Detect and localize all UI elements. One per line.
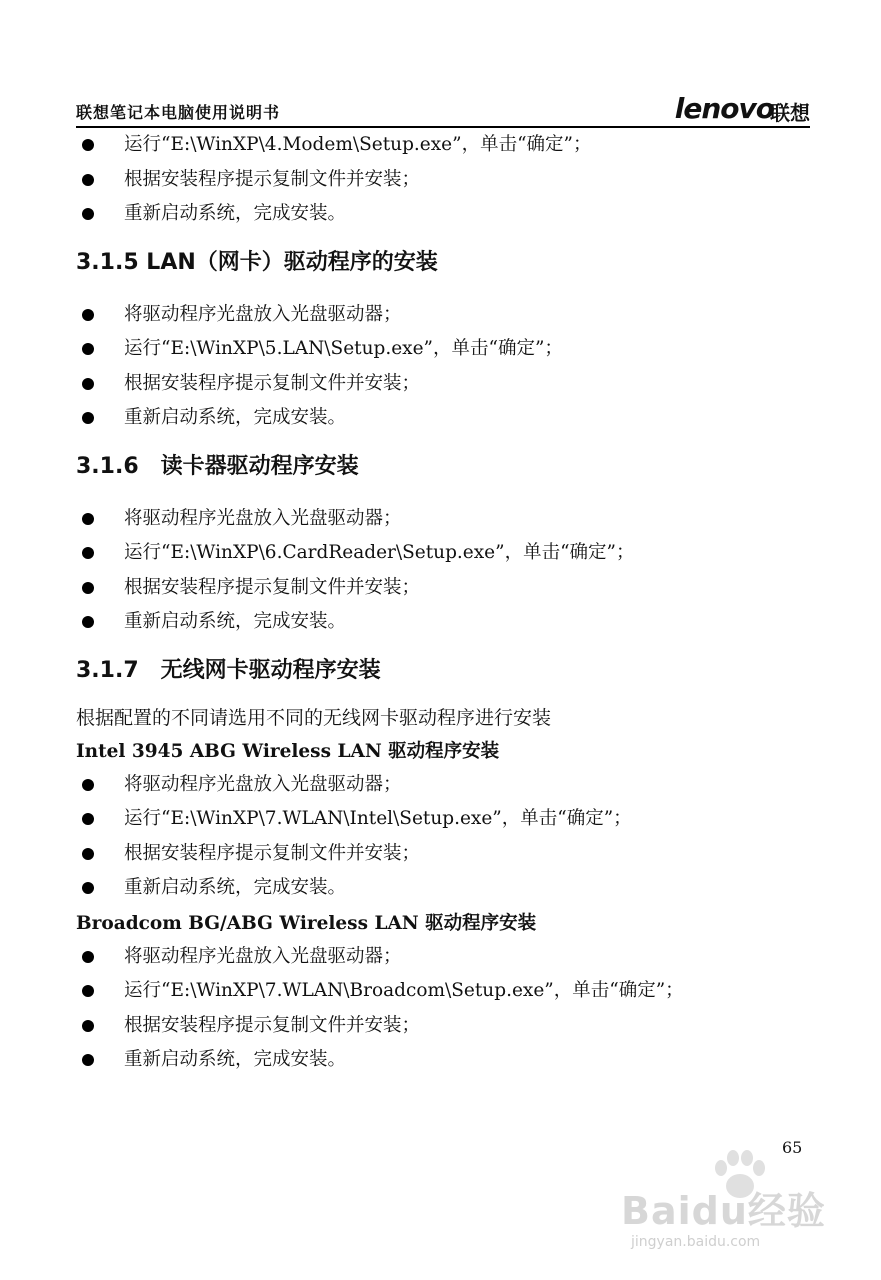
- section-heading-3-1-6: 3.1.6 读卡器驱动程序安装: [76, 453, 359, 479]
- list-item: [76, 1045, 836, 1080]
- list-item: [76, 1011, 836, 1046]
- list-item-text: 重新启动系统，完成安装。: [124, 1049, 347, 1070]
- list-item: [76, 770, 836, 805]
- list-item: [76, 804, 836, 839]
- list-item-text: 将驱动程序光盘放入光盘驱动器；: [124, 507, 402, 529]
- bullet-icon: [82, 779, 94, 791]
- list-item: [76, 369, 836, 404]
- bullet-icon: [82, 848, 94, 860]
- bullet-icon: [82, 813, 94, 825]
- list-item: [76, 199, 836, 234]
- list-item-text: 重新启动系统，完成安装。: [124, 877, 347, 898]
- list-item-text: 运行“E:\WinXP\7.WLAN\Broadcom\Setup.exe”，单击“确定”；: [124, 980, 684, 1001]
- bullet-icon: [82, 1020, 94, 1032]
- list-item-text: 重新启动系统，完成安装。: [124, 407, 347, 428]
- list-item: [76, 538, 836, 573]
- list-item: [76, 607, 836, 642]
- section-heading-3-1-7: 3.1.7 无线网卡驱动程序安装: [76, 657, 381, 683]
- list-item: [76, 942, 836, 977]
- list-item-text: 根据安装程序提示复制文件并安装；: [124, 576, 421, 598]
- list-item-text: 运行“E:\WinXP\6.CardReader\Setup.exe”，单击“确定”；: [124, 542, 635, 563]
- list-item-text: 运行“E:\WinXP\7.WLAN\Intel\Setup.exe”，单击“确定”；: [124, 808, 632, 829]
- bullet-icon: [82, 513, 94, 525]
- bullet-icon: [82, 208, 94, 220]
- list-item-text: 重新启动系统，完成安装。: [124, 203, 347, 224]
- list-item: [76, 839, 836, 874]
- list-item: [76, 976, 836, 1011]
- section-intro: 根据配置的不同请选用不同的无线网卡驱动程序进行安装: [76, 706, 552, 729]
- list-item: [76, 504, 836, 539]
- list-item: [76, 573, 836, 608]
- list-item-text: 根据安装程序提示复制文件并安装；: [124, 372, 421, 394]
- bullet-icon: [82, 985, 94, 997]
- list-item-text: 将驱动程序光盘放入光盘驱动器；: [124, 945, 402, 967]
- baidu-watermark: [621, 1150, 851, 1260]
- list-item: [76, 334, 836, 369]
- manual-title: 联想笔记本电脑使用说明书: [76, 103, 281, 122]
- list-item-text: 根据安装程序提示复制文件并安装；: [124, 168, 421, 190]
- bullet-icon: [82, 412, 94, 424]
- list-item: [76, 403, 836, 438]
- subsection-title-intel: Intel 3945 ABG Wireless LAN 驱动程序安装: [76, 740, 500, 762]
- bullet-icon: [82, 139, 94, 151]
- page-number: 65: [782, 1138, 803, 1157]
- list-item: [76, 130, 836, 165]
- lenovo-logo: lenovo: [674, 92, 774, 125]
- list-item: [76, 873, 836, 908]
- watermark-url: jingyan.baidu.com: [631, 1234, 761, 1250]
- lenovo-logo-cn: 联想: [770, 101, 810, 125]
- list-item-text: 将驱动程序光盘放入光盘驱动器；: [124, 303, 402, 325]
- bullet-icon: [82, 1054, 94, 1066]
- list-item-text: 根据安装程序提示复制文件并安装；: [124, 1014, 421, 1036]
- bullet-icon: [82, 378, 94, 390]
- bullet-icon: [82, 309, 94, 321]
- bullet-icon: [82, 343, 94, 355]
- watermark-text: Baidu经验: [621, 1189, 826, 1233]
- list-item-text: 根据安装程序提示复制文件并安装；: [124, 842, 421, 864]
- list-item: [76, 165, 836, 200]
- bullet-icon: [82, 882, 94, 894]
- section-heading-3-1-5: 3.1.5 LAN（网卡）驱动程序的安装: [76, 249, 438, 275]
- bullet-icon: [82, 951, 94, 963]
- list-item-text: 将驱动程序光盘放入光盘驱动器；: [124, 773, 402, 795]
- list-item-text: 运行“E:\WinXP\4.Modem\Setup.exe”，单击“确定”；: [124, 134, 592, 155]
- list-item: [76, 300, 836, 335]
- bullet-icon: [82, 616, 94, 628]
- list-item-text: 重新启动系统，完成安装。: [124, 611, 347, 632]
- page-header: [76, 92, 810, 128]
- list-item-text: 运行“E:\WinXP\5.LAN\Setup.exe”，单击“确定”；: [124, 338, 563, 359]
- bullet-icon: [82, 547, 94, 559]
- bullet-icon: [82, 174, 94, 186]
- bullet-icon: [82, 582, 94, 594]
- page-content: [76, 130, 836, 1080]
- subsection-title-broadcom: Broadcom BG/ABG Wireless LAN 驱动程序安装: [76, 912, 537, 934]
